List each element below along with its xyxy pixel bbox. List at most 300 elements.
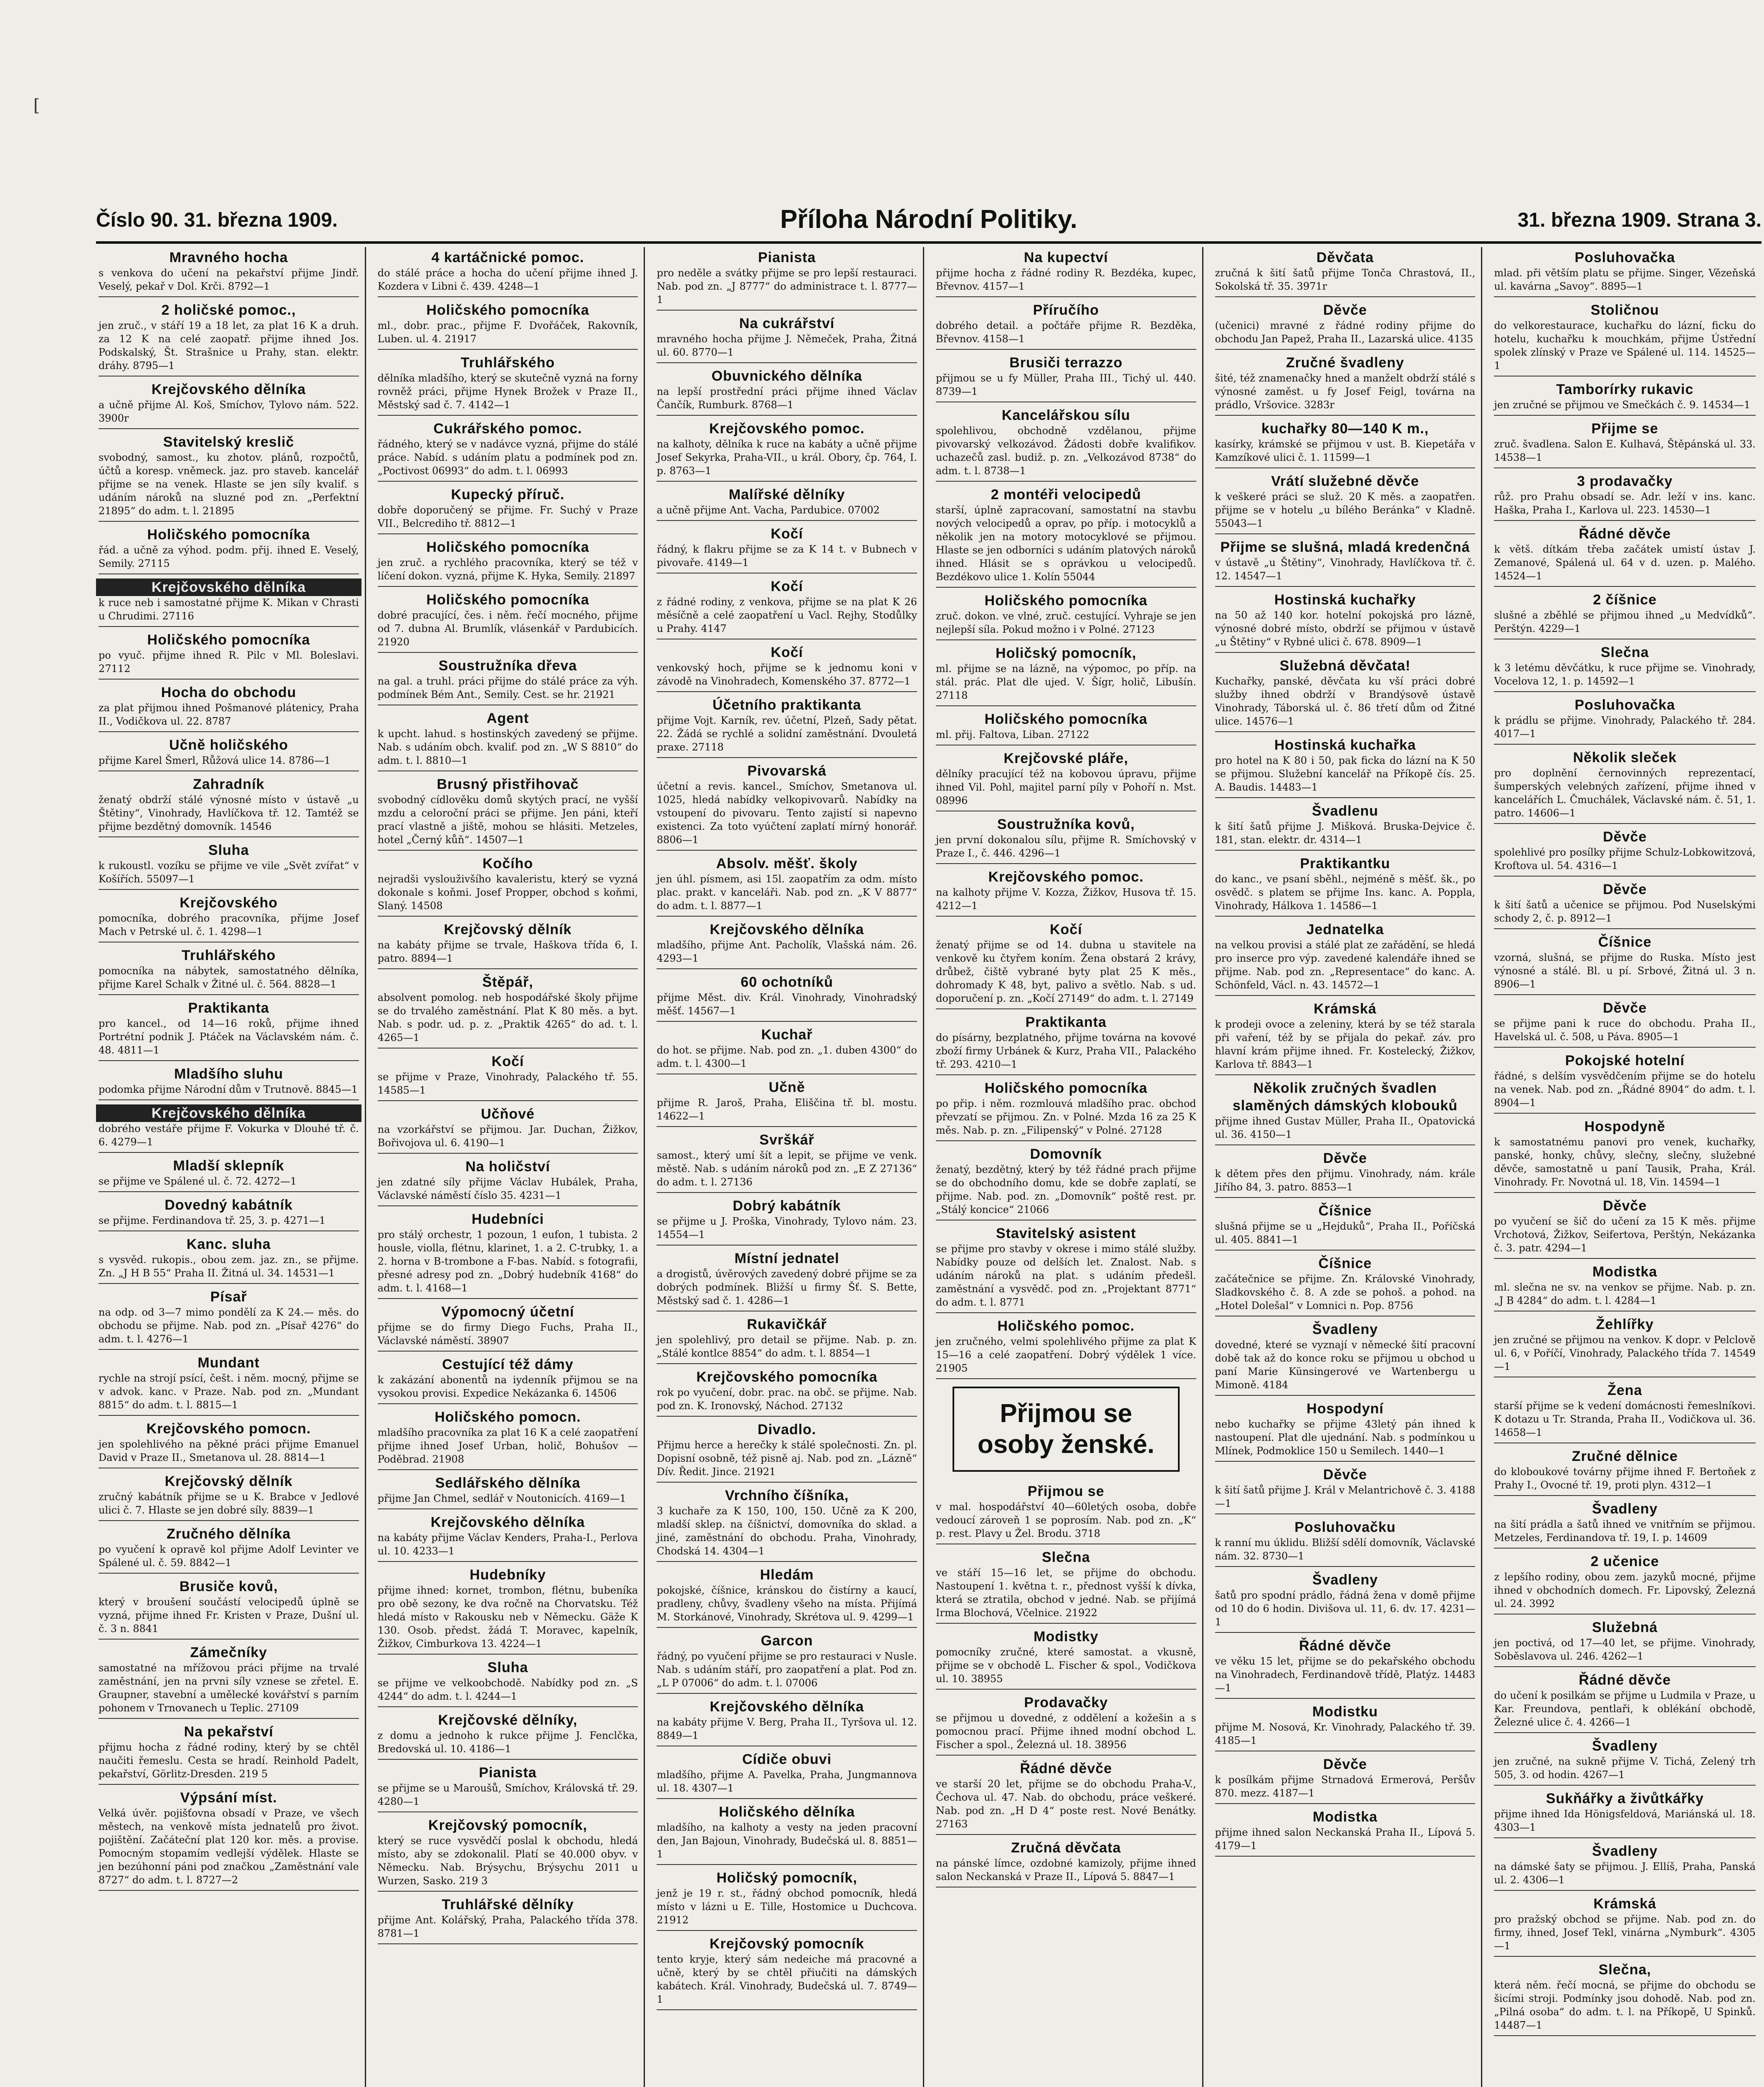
classified-columns (96, 247, 1761, 2087)
classified-ad (99, 247, 359, 297)
ad-heading: Slečna, (1598, 1962, 1651, 1978)
ad-heading: Dovedný kabátník (164, 1197, 293, 1213)
ad-body: pokojské, číšnice, kránskou do čistírny a kaucí, pradleny, chůvy, švadleny všeho na místa. Přijímá M. Storkánové, Vinohrady, Skrétova ul. 9. 4299—1 (657, 1584, 917, 1623)
ad-heading: Zručná děvčata (1011, 1840, 1121, 1856)
ad-body: řád. a učně za výhod. podm. přij. ihned E. Veselý, Semily. 27115 (99, 544, 359, 569)
ad-body: jen úhl. písmem, asi 15l. zaopatřím za odm. místo plac. prakt. v kanceláři. Nab. pod zn. „K V 8877“ do adm. t. l. 8877—1 (657, 873, 917, 912)
ad-body: pro kancel., od 14—16 roků, přijme ihned Portrétní podnik J. Ptáček na Václavském nám. č. 48. 4811—1 (99, 1018, 359, 1056)
classified-ad (1215, 919, 1476, 996)
ad-body: dělníky pracující též na kobovou úpravu, přijme ihned Vil. Pohl, majitel parní píly v Pohoří n. Mst. 08996 (936, 768, 1196, 806)
ad-body: růž. pro Prahu obsadí se. Adr. leží v ins. kanc. Haška, Praha I., Karlova ul. 223. 14530—1 (1494, 491, 1756, 516)
ad-heading: 4 kartáčnické pomoc. (431, 250, 584, 265)
ad-heading: Číšnice (1598, 934, 1652, 950)
classified-ad (1494, 1841, 1756, 1891)
ad-heading: Krámská (1593, 1896, 1656, 1912)
ad-heading: Kuchař (761, 1027, 813, 1043)
ad-heading: Holičského pomocníka (426, 592, 589, 608)
ad-heading: 2 učenice (1590, 1554, 1659, 1569)
ad-body: řádný, k flakru přijme se za K 14 t. v Bubnech v pivovaře. 4149—1 (657, 543, 917, 568)
date-page-number: 31. března 1909. Strana 3. (1517, 209, 1761, 231)
ad-heading: Kancelářskou sílu (1001, 407, 1130, 423)
classified-ad (1494, 247, 1756, 297)
ad-body: slušná přijme se u „Hejduků“, Praha II., Poříčská ul. 405. 8841—1 (1215, 1220, 1476, 1246)
ad-heading: Číšnice (1318, 1256, 1372, 1271)
classified-ad (99, 432, 359, 522)
classified-ad (1215, 1569, 1476, 1633)
ad-body: za plat přijmou ihned Pošmanové plátenicy, Praha II., Vodičkova ul. 22. 8787 (99, 702, 359, 727)
ad-heading: Krejčovského pomocníka (696, 1369, 878, 1385)
ad-heading: Děvče (1323, 302, 1367, 318)
ad-body: jen zruč., v stáří 19 a 18 let, za plat 16 K a druh. za 12 K na celé zaopatř. přijme ihned Jos. Podskalský, Št. Strašnice u Prahy, stan. elektr. dráhy. 8795—1 (99, 320, 359, 371)
ad-body: se přijme u J. Proška, Vinohrady, Tylovo nám. 23. 14554—1 (657, 1215, 917, 1241)
ad-heading: Děvče (1603, 1198, 1647, 1214)
ad-heading: Řádné děvče (1299, 1638, 1391, 1654)
ad-body: do kanc., ve psaní sběhl., nejméně s měšť. šk., po osvědč. s platem se přijme Ins. kanc. A. Poppla, Vinohrady, Hálkova 1. 14586—1 (1215, 873, 1476, 912)
classified-ad (378, 300, 638, 350)
ad-heading: Zámečníky (190, 1645, 268, 1660)
classified-ad (378, 589, 638, 653)
classified-ad (657, 1749, 917, 1799)
ad-body: dobře doporučený se přijme. Fr. Suchý v Praze VII., Belcrediho tř. 8812—1 (377, 504, 638, 529)
ad-heading: 2 holičské pomoc., (161, 302, 296, 318)
ad-body: na kalhoty, dělníka k ruce na kabáty a učně přijme Josef Sekyrka, Praha-VII., u král. Obory, čp. 764, I. p. 8763—1 (657, 438, 917, 477)
ad-body: k samostatnému panovi pro venek, kuchařky, panské, honky, chůvy, slečny, slečny, služebné děvče, samostatně u paní Tausik, Praha, Král. Vinohrady. Fr. Novotná ul. 18, Vin. 14594—1 (1494, 1136, 1756, 1188)
ad-body: ženatý, bezdětný, který by též řádné prach přijme se do obchodního domu, kde se dobře zaplatí, se přijme. Nab. pod. zn. „Domovník“ poště rest. pr. „Stálý koncice“ 21066 (936, 1164, 1196, 1215)
ad-body: na 50 až 140 kor. hotelní pokojská pro lázně, výnosné dobré místo, obdrží se přijmou v ústavě „u Štětiny“ v Rybné ulici č. 678. 8909—1 (1215, 609, 1476, 648)
classified-ad (99, 892, 359, 942)
ad-body: k ruce neb i samostatné přijme K. Mikan v Chrasti u Chrudimi. 27116 (99, 597, 359, 622)
ad-heading: Švadleny (1592, 1843, 1658, 1859)
ad-heading: Holičský pomocník, (716, 1870, 857, 1886)
ad-body: ml., dobr. prac., přijme F. Dvořáček, Rakovník, Luben. ul. 4. 21917 (377, 320, 638, 345)
ad-heading: Švadleny (1592, 1501, 1658, 1517)
classified-ad (99, 1576, 359, 1640)
ad-body: v ústavě „u Štětiny“, Vinohrady, Havlíčkova tř. č. 12. 14547—1 (1215, 557, 1476, 582)
ad-body: na gal. a truhl. práci přijme do stálé práce za výh. podmínek Bém Ant., Semily. Cest. se hr. 21921 (377, 675, 638, 700)
ad-body: přijme Měst. div. Král. Vinohrady, Vinohradský měšť. 14567—1 (657, 992, 917, 1017)
classified-ad (1494, 1116, 1756, 1193)
classified-ad (1215, 300, 1476, 350)
classified-ad (1215, 801, 1476, 851)
classified-ad (1215, 471, 1476, 534)
ad-body: přijme se do firmy Diego Fuchs, Praha II., Václavské náměstí. 38907 (377, 1321, 638, 1347)
classified-ad (936, 247, 1196, 297)
ad-heading: Modistku (1312, 1704, 1378, 1720)
ad-body: přijmou se u fy Müller, Praha III., Tichý ul. 440. 8739—1 (936, 372, 1196, 397)
ad-body: pomocníky zručné, které samostat. a vkusně, přijme se v obchodě L. Fischer & spol., Vodičkova ul. 10. 38955 (936, 1646, 1196, 1685)
ad-body: po vyuč. přijme ihned R. Pilc v Ml. Boleslavi. 27112 (99, 649, 359, 675)
ad-heading: Krámská (1314, 1001, 1377, 1017)
classified-ad (657, 1314, 917, 1364)
ad-heading: Mladší sklepník (173, 1158, 284, 1174)
classified-ad (657, 1129, 917, 1193)
ad-heading: Holičského pomocníka (426, 302, 589, 318)
ad-body: zruč. dokon. ve vlné, zruč. cestující. Vyhraje se jen nejlepší síla. Pokud možno i v Polné. 27123 (936, 610, 1196, 635)
column-1 (96, 247, 366, 2087)
ad-body: na pánské límce, ozdobné kamizoly, přijme ihned salon Neckanská v Praze II., Lípová 5. 8847—1 (936, 1857, 1196, 1882)
ad-heading: Obuvnického dělníka (711, 368, 862, 384)
ad-body: starší, úplně zapracovaní, samostatní na stavbu nových velocipedů a oprav, po příp. i motocyklů a několik jen na motory motocyklové se přijmou. Hlaste se jen odborníci s udáním platových nároků ihned. Hlásit se s oprávkou u velocipedů. Bezdékovo ulice 1. Kolín 55044 (936, 504, 1196, 583)
ad-body: na lepší prostřední práci přijme ihned Václav Čančík, Rumburk. 8768—1 (657, 386, 917, 411)
classified-ad (378, 1354, 638, 1404)
classified-ad (936, 1837, 1196, 1887)
ad-body: z řádné rodiny, z venkova, přijme se na plat K 26 měsíčně a celé zaopatření u Vacl. Rejhy, Stodůlky u Prahy. 4147 (657, 596, 917, 634)
classified-ad (657, 484, 917, 521)
ad-heading: Děvče (1323, 1756, 1367, 1772)
classified-ad (1494, 589, 1756, 639)
classified-ad (99, 998, 359, 1061)
classified-ad (378, 484, 638, 534)
classified-ad (378, 1104, 638, 1154)
ad-heading: Hledám (760, 1567, 814, 1583)
classified-ad (936, 1626, 1196, 1690)
classified-ad (1494, 1446, 1756, 1496)
classified-ad (378, 708, 638, 771)
classified-ad (1215, 1253, 1476, 1316)
ad-body: na odp. od 3—7 mimo pondělí za K 24.— měs. do obchodu se přijme. Nab. pod zn. „Písař 4276“ do adm. t. l. 4276—1 (99, 1306, 359, 1345)
ad-body: na kalhoty přijme V. Kozza, Žižkov, Husova tř. 15. 4212—1 (936, 887, 1196, 912)
ad-heading: Mundant (197, 1355, 260, 1371)
ad-body: ml. slečna ne sv. na venkov se přijme. Nab. p. zn. „J B 4284“ do adm. t. l. 4284—1 (1494, 1281, 1756, 1306)
ad-body: ml. přijme se na lázně, na výpomoc, po příp. na stál. prác. Plat dle ujed. V. Šígr, holič, Libušín. 27118 (936, 663, 1196, 701)
ad-body: vzorná, slušná, se přijme do Ruska. Místo jest výnosné a stálé. Bl. u pí. Srbové, Žitná ul. 3 n. 8906—1 (1494, 952, 1756, 990)
ad-heading: Pianista (479, 1765, 537, 1781)
ad-heading: Děvče (1323, 1150, 1367, 1166)
ad-heading: Dobrý kabátník (733, 1198, 841, 1214)
ad-heading: Krejčovský pomocník, (428, 1817, 587, 1833)
ad-body: mlad. při větším platu se přijme. Singer, Vězeňská ul. kavárna „Savoy“. 8895—1 (1494, 267, 1756, 292)
ad-body: se přijme pro stavby v okrese i mimo stálé služby. Nabídky pouze od delších let. Znalost. Nab. s udáním nároků na plat. s udáním předešl. zaměstnání a vysvědč. pod zn. „Projektant 8771“ do adm. t. l. 8771 (936, 1243, 1196, 1308)
ad-body: přijme ihned Ida Hönigsfeldová, Mariánská ul. 18. 4303—1 (1494, 1808, 1756, 1833)
classified-ad (378, 1301, 638, 1352)
ad-body: samost., který umí šít a lepit, se přijme ve venk. městě. Nab. s udáním nároků pod zn. „E Z 27136“ do adm. t. l. 27136 (657, 1150, 917, 1188)
classified-ad (657, 1933, 917, 2010)
ad-heading: Rukavičkář (747, 1316, 827, 1332)
classified-ad (657, 1696, 917, 1746)
ad-heading: Učňové (481, 1106, 535, 1122)
ad-body: mladšího, přijme A. Pavelka, Praha, Jungmannova ul. 18. 4307—1 (657, 1769, 917, 1794)
ad-heading: Pokojské hotelní (1565, 1053, 1685, 1069)
ad-heading: Stavitelský asistent (996, 1225, 1136, 1241)
page-header (96, 200, 1761, 238)
ad-heading: Písař (210, 1289, 247, 1305)
ad-body: na šití prádla a šatů ihned ve vnitřním se přijmou. Metzeles, Ferdinandova tř. 19, I. p. 14609 (1494, 1519, 1756, 1544)
classified-ad (99, 682, 359, 732)
publication-title: Příloha Národní Politiky. (780, 205, 1077, 234)
classified-ad (936, 919, 1196, 1009)
classified-ad (657, 1195, 917, 1246)
header-rule (96, 241, 1761, 244)
ad-heading: Tamborírky rukavic (1556, 382, 1694, 397)
ad-heading: Soustružníka dřeva (438, 658, 577, 674)
ad-body: k šití šatů přijme J. Mišková. Bruska-Dejvice č. 181, stan. elektr. dr. 4314—1 (1215, 821, 1476, 846)
classified-ad (936, 1692, 1196, 1756)
ad-body: podomka přijme Národní dům v Trutnově. 8845—1 (99, 1084, 358, 1095)
ad-heading: Krejčovský dělník (164, 1473, 293, 1489)
classified-ad (1215, 1200, 1476, 1251)
classified-ad (1494, 379, 1756, 416)
classified-ad (1494, 418, 1756, 468)
ad-body: rychle na strojí psící, češt. i něm. mocný, přijme se v advok. kanc. v Praze. Nab. pod zn. „Mundant 8815“ do adm. t. l. 8815—1 (99, 1372, 359, 1411)
classified-ad (1215, 1807, 1476, 1857)
classified-ad (1215, 589, 1476, 653)
classified-ad (1494, 1959, 1756, 2036)
classified-ad (936, 1316, 1196, 1379)
ad-body: šité, též znamenačky hned a manželt obdrží stálé s výnosné zaměst. u fy Josef Feigl, továrna na prádlo, Vršovice. 3283r (1215, 372, 1476, 411)
ad-heading: Na holičství (465, 1159, 550, 1175)
ad-body: na kabáty přijme V. Berg, Praha II., Tyršova ul. 12. 8849—1 (657, 1716, 917, 1741)
classified-ad (657, 523, 917, 574)
ad-heading: Krejčovského pomocn. (146, 1421, 311, 1437)
ad-heading: Číšnice (1318, 1203, 1372, 1219)
ad-heading: Švadleny (1312, 1572, 1378, 1588)
classified-ad (657, 1419, 917, 1483)
ad-heading: Holičského pomocn. (435, 1409, 581, 1425)
ad-body: účetní a revis. kancel., Smíchov, Smetanova ul. 1025, hledá nabídky velkopivovarů. Nabídky na vstoupení do pivovaru. Tento zajistí si napevno existenci. Za toto vyúčtení zaplatí mírný honorář. 8806—1 (657, 781, 917, 846)
column-4 (933, 247, 1203, 2087)
ad-heading: Krejčovského dělníka (96, 1104, 361, 1122)
classified-ad (657, 642, 917, 692)
ad-heading: Kočího (482, 856, 533, 872)
ad-body: přijme M. Nosová, Kr. Vinohrady, Palackého tř. 39. 4185—1 (1215, 1721, 1476, 1746)
classified-ad (936, 1223, 1196, 1313)
ad-body: dobrého vestáře přijme F. Vokurka v Dlouhé tř. č. 6. 4279—1 (99, 1123, 359, 1148)
ad-heading: Krejčovského dělníka (710, 922, 864, 937)
ad-heading: Děvče (1603, 829, 1647, 845)
ad-heading: Stavitelský kreslič (163, 434, 294, 450)
ad-body: venkovský hoch, přijme se k jednomu koni v závodě na Vinohradech, Komenského 37. 8772—1 (657, 662, 917, 687)
classified-ad (657, 1485, 917, 1562)
ad-heading: Garcon (761, 1633, 813, 1649)
ad-body: se přijme se u Maroušů, Smíchov, Královská tř. 29. 4280—1 (377, 1782, 638, 1807)
ad-body: dobrého detail. a počtáře přijme R. Bezděka, Břevnov. 4158—1 (936, 320, 1196, 345)
ad-body: svobodný, samost., ku zhotov. plánů, rozpočtů, účtů a koresp. vněmeck. jaz. pro staveb. kancelář přijme se na venek. Hlaste se jen síly kvalif. s udáním nároků na sluzné pod zn. „Perfektní 21895“ do adm. t. l. 21895 (99, 452, 359, 517)
ad-body: do kloboukové továrny přijme ihned F. Bertoňek z Prahy I., Ovocné tř. 19, proti plyn. 4312—1 (1494, 1466, 1756, 1491)
ad-body: přijme hocha z řádné rodiny R. Bezdéka, kupec, Břevnov. 4157—1 (936, 267, 1196, 292)
ad-heading: Sluha (487, 1660, 528, 1675)
ad-body: se přijme v Praze, Vinohrady, Palackého tř. 55. 14585—1 (377, 1071, 638, 1096)
ad-heading: Na pekařství (184, 1724, 273, 1740)
classified-ad (99, 577, 359, 627)
ad-body: 3 kuchaře za K 150, 100, 150. Učně za K 200, mladší sklep. na číšnictví, domovníka do sklad. a jiné, zaměstnání do obchodu. Praha, Vinohrady, Chodská 14. 4304—1 (657, 1505, 917, 1557)
classified-ad (1215, 1078, 1476, 1145)
ad-heading: 2 číšnice (1593, 592, 1657, 608)
ad-body: řádného, který se v nadávce vyzná, přijme do stálé práce. Nabíd. s udáním platu a podmínek pod zn. „Poctivost 06993“ do adm. t. l. 06993 (377, 438, 638, 477)
ad-body: nejradši vyslouživšího kavaleristu, který se vyzná dokonale s koňmi. Josef Propper, obchod s koňmi, Slaný. 14508 (377, 873, 638, 912)
classified-ad (1494, 747, 1756, 824)
classified-ad (99, 1155, 359, 1192)
ad-body: mladšího pracovníka za plat 16 K a celé zaopatření přijme ihned Josef Urban, holič, Bohušov — Poděbrad. 21908 (377, 1427, 638, 1465)
ad-body: zruč. švadlena. Salon E. Kulhavá, Štěpánská ul. 33. 14538—1 (1494, 438, 1756, 463)
classified-ad (1215, 735, 1476, 798)
ad-heading: Krejčovský dělník (444, 922, 572, 937)
classified-ad (99, 1418, 359, 1468)
classified-ad (99, 1234, 359, 1284)
classified-ad (1494, 1314, 1756, 1377)
margin-bracket-mark: [ (33, 96, 40, 115)
newspaper-page (96, 200, 1761, 2087)
classified-ad (1215, 1464, 1476, 1514)
ad-body: k větš. dítkám třeba začátek umistí ústav J. Zemanové, Spálená ul. 64 v d. uzen. p. Malého. 14524—1 (1494, 543, 1756, 582)
ad-body: jenž je 19 r. st., řádný obchod pomocník, hledá místo v lázni u E. Tille, Hostomice u Duchcova. 21912 (657, 1887, 917, 1926)
ad-heading: Holičského pomocníka (984, 711, 1147, 727)
classified-ad (936, 1012, 1196, 1075)
ad-body: která něm. řečí mocná, se přijme do obchodu se šicími stroji. Podmínky jsou dohodě. Nab. pod zn. „Pilná osoba“ do adm. t. l. na Příkopě, U Spinků. 14487—1 (1494, 1979, 1756, 2031)
ad-body: s venkova do učení na pekařství přijme Jindř. Veselý, pekař v Dol. Krči. 8792—1 (99, 267, 359, 292)
ad-body: jen spolehlivého na pěkné práci přijme Emanuel David v Praze II., Smetanova ul. 28. 8814—1 (99, 1438, 359, 1463)
classified-ad (936, 748, 1196, 811)
ad-body: jen zručné, na sukně přijme V. Tichá, Zelený trh 505, 3. od hodin. 4267—1 (1494, 1756, 1756, 1781)
ad-body: Velká úvěr. pojišťovna obsadí v Praze, ve všech městech, na venkově místa jednatelů pro život. pojištění. Začáteční plat 120 kor. měs. a provise. Pomocným stopamím vedlejší výdělek. Hlaste se jen bezúhonní páni pod značkou „Zaměstnání vale 8727“ do adm. t. l. 8727—2 (99, 1807, 359, 1886)
ad-heading: Kanc. sluha (186, 1236, 271, 1252)
ad-body: do písárny, bezplatného, přijme továrna na kovové zboží firmy Urbánek & Kurz, Praha VII., Palackého tř. 293. 4210—1 (936, 1032, 1196, 1070)
ad-body: tento kryje, který sám nedeiche má pracovné a učně, který by se chtěl přiučiti na dámských kabátech. Král. Vinohrady, Budečská ul. 7. 8749—1 (657, 1953, 917, 2005)
classified-ad (657, 1367, 917, 1417)
ad-body: přijmu hocha z řádné rodiny, který by se chtěl naučiti řemeslu. Cesta se hradí. Reinhold Padelt, pekařství, Görlitz-Dresden. 219 5 (99, 1741, 359, 1780)
classified-ad (1215, 418, 1476, 468)
ad-body: z domu a jednoho k rukce přijme J. Fenclčka, Bredovská ul. 10. 4186—1 (377, 1730, 638, 1755)
ad-body: jen zdatné síly přijme Václav Hubálek, Praha, Václavské náměstí číslo 35. 4231—1 (377, 1176, 638, 1201)
ad-heading: Na cukrářství (739, 316, 835, 331)
classified-ad (936, 1758, 1196, 1835)
ad-body: který se ruce vysvědčí poslal k obchodu, hledá místo, aby se zdokonalil. Platí se 40.000 obyv. v Německu. Nab. Brýsychu, Brýsychu 2011 u Wurzen, Sasko. 219 3 (377, 1835, 638, 1887)
ad-heading: Sluha (208, 842, 249, 858)
classified-ad (657, 576, 917, 639)
classified-ad (657, 853, 917, 917)
classified-ad (1215, 1319, 1476, 1396)
ad-body: se přijme ve Spálené ul. č. 72. 4272—1 (99, 1175, 297, 1187)
ad-body: přijme ihned: kornet, trombon, flétnu, bubeníka pro obě sezony, ke dva ročně na Chorvatsku. Též hledá místo v Rakousku neb v Německu. Gäže K 130. Osob. předst. žádá T. Moravec, kapelník, Žižkov, Cimburkova 13. 4224—1 (377, 1584, 638, 1650)
classified-ad (657, 1248, 917, 1311)
classified-ad (657, 418, 917, 482)
ad-heading: Řádné děvče (1579, 526, 1671, 542)
ad-heading: Truhlářské dělníky (442, 1897, 574, 1913)
ad-body: pro pražský obchod se přijme. Nab. pod zn. do firmy, ihned, Josef Tekl, vinárna „Nymburk“. 4305—1 (1494, 1913, 1756, 1952)
ad-heading: Hospodyně (1584, 1119, 1665, 1134)
classified-ad (378, 1894, 638, 1944)
ad-body: a učně přijme Al. Koš, Smíchov, Tylovo nám. 522. 3900r (99, 399, 359, 424)
ad-heading: Holičského pomocníka (984, 1080, 1147, 1096)
ad-body: zručná k šití šatů přijme Tonča Chrastová, II., Sokolská tř. 35. 3971r (1215, 267, 1476, 292)
classified-ad (1215, 998, 1476, 1075)
ad-body: jen zručné se přijmou ve Smečkách č. 9. 14534—1 (1494, 399, 1751, 411)
classified-ad (936, 709, 1196, 745)
classified-ad (99, 629, 359, 680)
ad-body: dobré pracující, čes. i něm. řečí mocného, přijme od 7. dubna Al. Brumlík, vlásenkář v Pardubicích. 21920 (377, 609, 638, 648)
classified-ad (378, 919, 638, 969)
classified-ad (99, 1103, 359, 1153)
column-3 (654, 247, 924, 2087)
classified-ad (1494, 300, 1756, 376)
classified-ad (936, 867, 1196, 917)
ad-heading: Cestující též dámy (442, 1357, 574, 1372)
classified-ad (1215, 655, 1476, 732)
ad-heading: Kočí (771, 579, 803, 594)
ad-heading: Krejčovské pláře, (1003, 750, 1129, 766)
classified-ad (936, 405, 1196, 482)
ad-heading: Krejčovského (179, 895, 278, 911)
ad-heading: Vrátí služebné děvče (1271, 473, 1419, 489)
classified-ad (1494, 998, 1756, 1048)
classified-ad (378, 1209, 638, 1299)
ad-body: mladšího, přijme Ant. Pacholík, Vlašská nám. 26. 4293—1 (657, 939, 917, 964)
ad-body: do hot. se přijme. Nab. pod zn. „1. duben 4300“ do adm. t. l. 4300—1 (657, 1044, 917, 1069)
classified-ad (1215, 1148, 1476, 1198)
ad-body: (učenici) mravné z řádné rodiny přijme do obchodu Jan Papež, Praha II., Lazarská ulice. 4135 (1215, 320, 1476, 345)
classified-ad (378, 972, 638, 1049)
classified-ad (378, 1473, 638, 1509)
ad-body: v mal. hospodářství 40—60letých osoba, dobře vedoucí zároveň 1 se poprosím. Nab. pod zn. „K“ p. rest. Plavy u Žel. Brodu. 3718 (936, 1501, 1196, 1539)
ad-heading: Brusiči terrazzo (1009, 355, 1123, 371)
ad-heading: kuchařky 80—140 K m., (1261, 421, 1429, 437)
ad-heading: Praktikantku (1300, 856, 1390, 872)
ad-heading: Několik zručných švadlen slaměných dámských klobouků (1232, 1080, 1458, 1114)
ad-heading: Přijme se slušná, mladá kredenčná (1220, 539, 1470, 555)
classified-ad (936, 1144, 1196, 1220)
ad-heading: Zručné dělnice (1572, 1448, 1678, 1464)
classified-ad (99, 840, 359, 890)
ad-heading: Hudebníky (470, 1567, 546, 1583)
ad-body: k šití šatů přijme J. Král v Melantrichově č. 3. 4188—1 (1215, 1484, 1476, 1509)
ad-heading: Truhlářského (182, 947, 276, 963)
ad-heading: Krejčovského pomoc. (709, 421, 865, 437)
ad-heading: Hospodyní (1307, 1401, 1384, 1417)
classified-ad (99, 1286, 359, 1350)
ad-body: který v broušení součástí velocipedů úplně se vyzná, přijme ihned Fr. Kristen v Praze, Dušní ul. č. 3 n. 8841 (99, 1596, 359, 1635)
ad-heading: Kočí (771, 526, 803, 542)
ad-heading: Švadlenu (1312, 803, 1379, 819)
ad-heading: Holičského dělníka (719, 1804, 855, 1820)
classified-ad (378, 1407, 638, 1470)
ad-heading: Posluhovačku (1294, 1519, 1396, 1535)
ad-body: pro neděle a svátky přijme se pro lepší restauraci. Nab. pod zn. „J 8777“ do administrace t. l. 8777—1 (657, 267, 917, 306)
classified-ad (99, 1195, 359, 1231)
ad-heading: Soustružníka kovů, (997, 816, 1135, 832)
ad-body: se přijme. Ferdinandova tř. 25, 3. p. 4271—1 (99, 1215, 326, 1226)
ad-heading: Praktikanta (188, 1000, 269, 1016)
ad-heading: Učně (768, 1079, 805, 1095)
ad-heading: 60 ochotníků (740, 974, 834, 990)
ad-body: řádné, s delším vysvědčením přijme se do hotelu na venek. Nab. pod zn. „Řádné 8904“ do adm. t. l. 8904—1 (1494, 1070, 1756, 1109)
classified-ad (657, 313, 917, 363)
ad-body: do velkorestaurace, kuchařku do lázní, ficku do hotelu, kuchařku k mouchkám, přijme Ústřední spolek zlínský v Praze ve Spálené ul. 114. 14525—1 (1494, 320, 1756, 371)
ad-heading: Agent (486, 710, 529, 726)
classified-ad (378, 1657, 638, 1707)
ad-heading: Holičského pomocníka (984, 593, 1147, 609)
ad-heading: Modistky (1034, 1629, 1099, 1645)
ad-heading: Modistka (1592, 1264, 1658, 1280)
ad-body: k upcht. lahud. s hostinských zavedený se přijme. Nab. s udáním obch. kvalif. pod zn. „W S 8810“ do adm. t. l. 8810—1 (377, 728, 638, 766)
ad-heading: Švadleny (1312, 1321, 1378, 1337)
classified-ad (99, 1352, 359, 1416)
ad-body: pomocníka na nábytek, samostatného dělníka, přijme Karel Schalk v Žitné ul. č. 564. 8828—1 (99, 965, 359, 990)
ad-heading: Zručného dělníka (167, 1526, 291, 1542)
ad-heading: Krejčovského dělníka (430, 1514, 585, 1530)
classified-ad (657, 972, 917, 1022)
ad-body: přijme Karel Šmerl, Růžová ulice 14. 8786—1 (99, 755, 331, 766)
ad-heading: Švadleny (1592, 1738, 1658, 1754)
classified-ad (378, 418, 638, 482)
ad-body: rok po vyučení, dobr. prac. na obč. se přijme. Nab. pod zn. K. Ironovský, Náchod. 27132 (657, 1387, 917, 1412)
ad-heading: Sukňářky a živůtkářky (1546, 1791, 1704, 1807)
ad-heading: Učně holičského (169, 737, 288, 753)
ad-heading: Malířské dělníky (728, 487, 845, 503)
ad-body: pro hotel na K 80 i 50, pak ficka do lázní na K 50 se přijmou. Služební kancelář na Příkopě čís. 25. A. Baudis. 14483—1 (1215, 755, 1476, 793)
ad-body: jen zručné se přijmou na venkov. K dopr. v Pelclově ul. 6, v Poříčí, Vinohrady, Palackého třída 7. 14549—1 (1494, 1334, 1756, 1372)
column-6 (1491, 247, 1761, 2087)
ad-body: spolehlivou, obchodně vzdělanou, přijme pivovarský velkozávod. Žádosti dobře kvalifikov. uchazečů zasl. budiž. p. zn. „Velkozávod 8738“ do adm. t. l. 8738—1 (936, 425, 1196, 477)
classified-ad (936, 300, 1196, 350)
